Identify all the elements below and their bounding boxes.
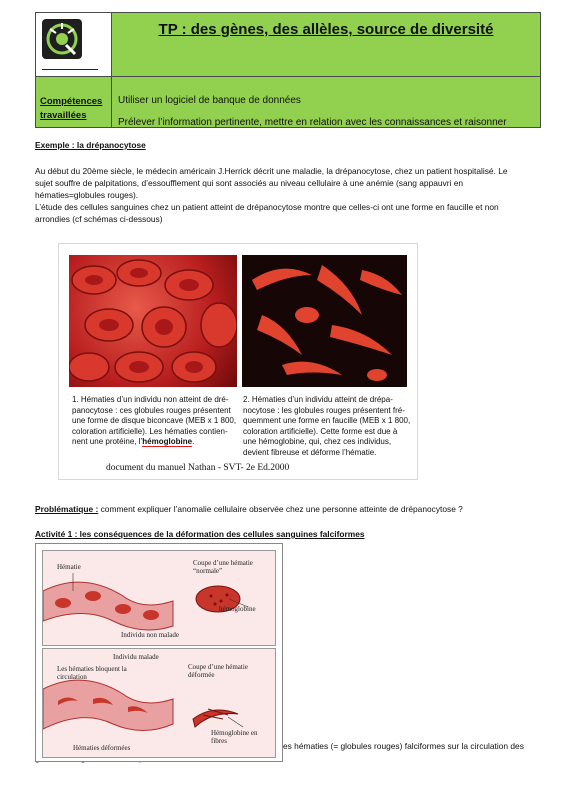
header-table	[35, 12, 541, 128]
caption-line: panocytose : ces globules rouges présentent	[72, 405, 231, 415]
diagram-label: Hématies déformées	[73, 744, 131, 752]
caption-line	[72, 437, 242, 448]
paragraph-line: L’étude des cellules sanguines chez un patient atteint de drépanocytose montre que celles-ci ont une forme en faucille et non	[35, 202, 499, 212]
partial-text-end: es hématies (= globules rouges) falciformes sur la circulation des	[283, 741, 524, 751]
logo-cell	[36, 13, 112, 77]
logo-icon	[42, 19, 82, 59]
paragraph-line: Au début du 20ème siècle, le médecin américain J.Herrick décrit une maladie, la drépanocytose, chez un patient hospitalisé. Le	[35, 166, 508, 176]
caption-line: quemment une forme en faucille (MEB x 1 800,	[243, 416, 411, 425]
figure-source: document du manuel Nathan - SVT- 2e Ed.2000	[106, 463, 290, 473]
problematique	[35, 503, 463, 515]
caption-line: une hémoglobine, qui, chez ces individus,	[243, 437, 392, 446]
diagram-label: Hémoglobine en fibres	[211, 729, 258, 745]
competence-item: Prélever l’information pertinente, mettre en relation avec les connaissances et raisonner	[118, 117, 507, 128]
diagram-label: hémoglobine	[219, 605, 256, 613]
paragraph-line: sujet souffre de palpitations, d’essoufflement qui sont associés au niveau cellulaire à une anémie (sang appauvri en	[35, 178, 464, 188]
activite-heading: Activité 1 : les conséquences de la déformation des cellules sanguines falciformes	[35, 529, 365, 539]
caption-line: coloration artificielle). Les hématies contien-	[72, 426, 228, 436]
caption-line: 1. Hématies d’un individu non atteint de dré-	[72, 395, 229, 404]
normal-red-cells-photo	[69, 255, 237, 387]
page-title: TP : des gènes, des allèles, source de diversité	[158, 21, 494, 38]
competence-item: Utiliser un logiciel de banque de données	[118, 95, 301, 106]
problematique-label: Problématique :	[35, 504, 99, 514]
caption-line: devient fibreuse et déforme l’hématie.	[243, 447, 377, 457]
panel-non-malade	[42, 550, 276, 646]
caption-text: nent une protéine, l’	[72, 437, 143, 446]
title-cell	[112, 13, 540, 77]
paragraph-line: arrondies (cf schémas ci-dessous)	[35, 214, 163, 224]
diagram-label: Individu malade	[113, 653, 159, 661]
competences-items-cell	[112, 77, 540, 127]
panel-malade	[42, 648, 276, 758]
diagram-label: Coupe d’une hématie déformée	[188, 663, 248, 679]
caption-line: coloration artificielle). Cette forme est due à	[243, 426, 398, 436]
problematique-text: comment expliquer l’anomalie cellulaire observée chez une personne atteinte de drépanocytose ?	[98, 504, 463, 514]
diagram-label: Hématie	[57, 563, 81, 571]
caption-right	[243, 395, 413, 458]
caption-line: 2. Hématies d’un individu atteint de drépa-	[243, 395, 393, 404]
logo-underline	[42, 69, 98, 70]
caption-line: une forme de disque biconcave (MEB x 1 800,	[72, 416, 237, 425]
example-heading: Exemple : la drépanocytose	[35, 140, 146, 150]
paragraph-line: hématies=globules rouges).	[35, 190, 139, 200]
diagram-label: Coupe d’une hématie “normale”	[193, 559, 253, 575]
caption-left	[72, 395, 242, 448]
diagram-label: Individu non malade	[121, 631, 179, 639]
diagram-label: Les hématies bloquent la circulation	[57, 665, 127, 681]
competences-label-cell	[36, 77, 112, 127]
hemoglobine-keyword: hémoglobine	[142, 437, 193, 446]
caption-line: nocytose : les globules rouges présentent fré-	[243, 405, 405, 415]
caption-text: .	[192, 437, 195, 446]
sickle-cells-photo	[242, 255, 407, 387]
circulation-diagram	[35, 543, 283, 762]
competences-label: Compétences travaillées	[40, 96, 103, 121]
